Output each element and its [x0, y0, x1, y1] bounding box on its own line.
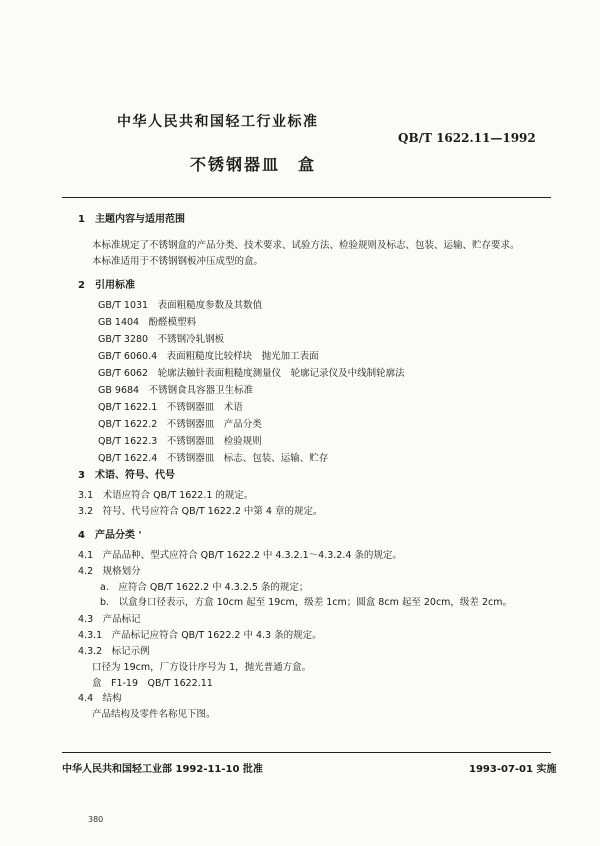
section-heading: 4 产品分类 ' [78, 530, 142, 541]
standard-code: QB/T 1622.11—1992 [398, 131, 536, 145]
implementation-date: 1993-07-01 实施 [469, 764, 557, 775]
body-line: 4.4 结构 [78, 693, 122, 704]
approval-statement: 中华人民共和国轻工业部 1992-11-10 批准 [62, 764, 263, 775]
body-line: 3.2 符号、代号应符合 QB/T 1622.2 中第 4 章的规定。 [78, 506, 323, 517]
body-line: GB 1404 酚醛模塑料 [98, 317, 197, 328]
footer-divider [62, 752, 551, 753]
standard-title: 中华人民共和国轻工行业标准 [117, 114, 319, 130]
body-line: GB/T 6060.4 表面粗糙度比较样块 抛光加工表面 [98, 351, 319, 362]
body-line: 4.1 产品品种、型式应符合 QB/T 1622.2 中 4.3.2.1～4.3.2.4 条的规定。 [78, 550, 402, 561]
body-line: 本标准规定了不锈钢盒的产品分类、技术要求、试验方法、检验规则及标志、包装、运输、贮存要求。 [92, 240, 520, 251]
page-number: 380 [88, 815, 104, 824]
body-line: 产品结构及零件名称见下图。 [92, 709, 216, 720]
body-line: GB/T 6062 轮廓法触针表面粗糙度测量仪 轮廓记录仪及中线制轮廓法 [98, 368, 405, 379]
body-line: b. 以盒身口径表示，方盒 10cm 起至 19cm，级差 1cm；圆盒 8cm 起至 20cm，级差 2cm。 [100, 597, 512, 608]
section-heading: 2 引用标准 [78, 280, 135, 291]
body-line: QB/T 1622.4 不锈钢器皿 标志、包装、运输、贮存 [98, 453, 329, 464]
body-line: 口径为 19cm，厂方设计序号为 1，抛光普通方盒。 [92, 662, 312, 673]
body-line: 4.3.2 标记示例 [78, 646, 150, 657]
body-line: GB 9684 不锈钢食具容器卫生标准 [98, 385, 254, 396]
document-title: 不锈钢器皿 盒 [190, 155, 317, 174]
body-line: QB/T 1622.3 不锈钢器皿 检验规则 [98, 436, 262, 447]
body-line: QB/T 1622.2 不锈钢器皿 产品分类 [98, 419, 262, 430]
body-line: QB/T 1622.1 不锈钢器皿 术语 [98, 402, 243, 413]
body-line: a. 应符合 QB/T 1622.2 中 4.3.2.5 条的规定； [100, 582, 309, 593]
body-line: GB/T 3280 不锈钢冷轧钢板 [98, 334, 225, 345]
body-line: 3.1 术语应符合 QB/T 1622.1 的规定。 [78, 490, 254, 501]
body-line: 4.3.1 产品标记应符合 QB/T 1622.2 中 4.3 条的规定。 [78, 630, 322, 641]
body-line: 盒 F1-19 QB/T 1622.11 [92, 678, 213, 689]
section-heading: 3 术语、符号、代号 [78, 470, 175, 481]
header-divider [62, 197, 551, 198]
body-line: 本标准适用于不锈钢钢板冲压成型的盒。 [92, 256, 264, 267]
body-line: 4.3 产品标记 [78, 614, 141, 625]
body-line: GB/T 1031 表面粗糙度参数及其数值 [98, 300, 263, 311]
body-line: 4.2 规格划分 [78, 566, 141, 577]
section-heading: 1 主题内容与适用范围 [78, 214, 185, 225]
